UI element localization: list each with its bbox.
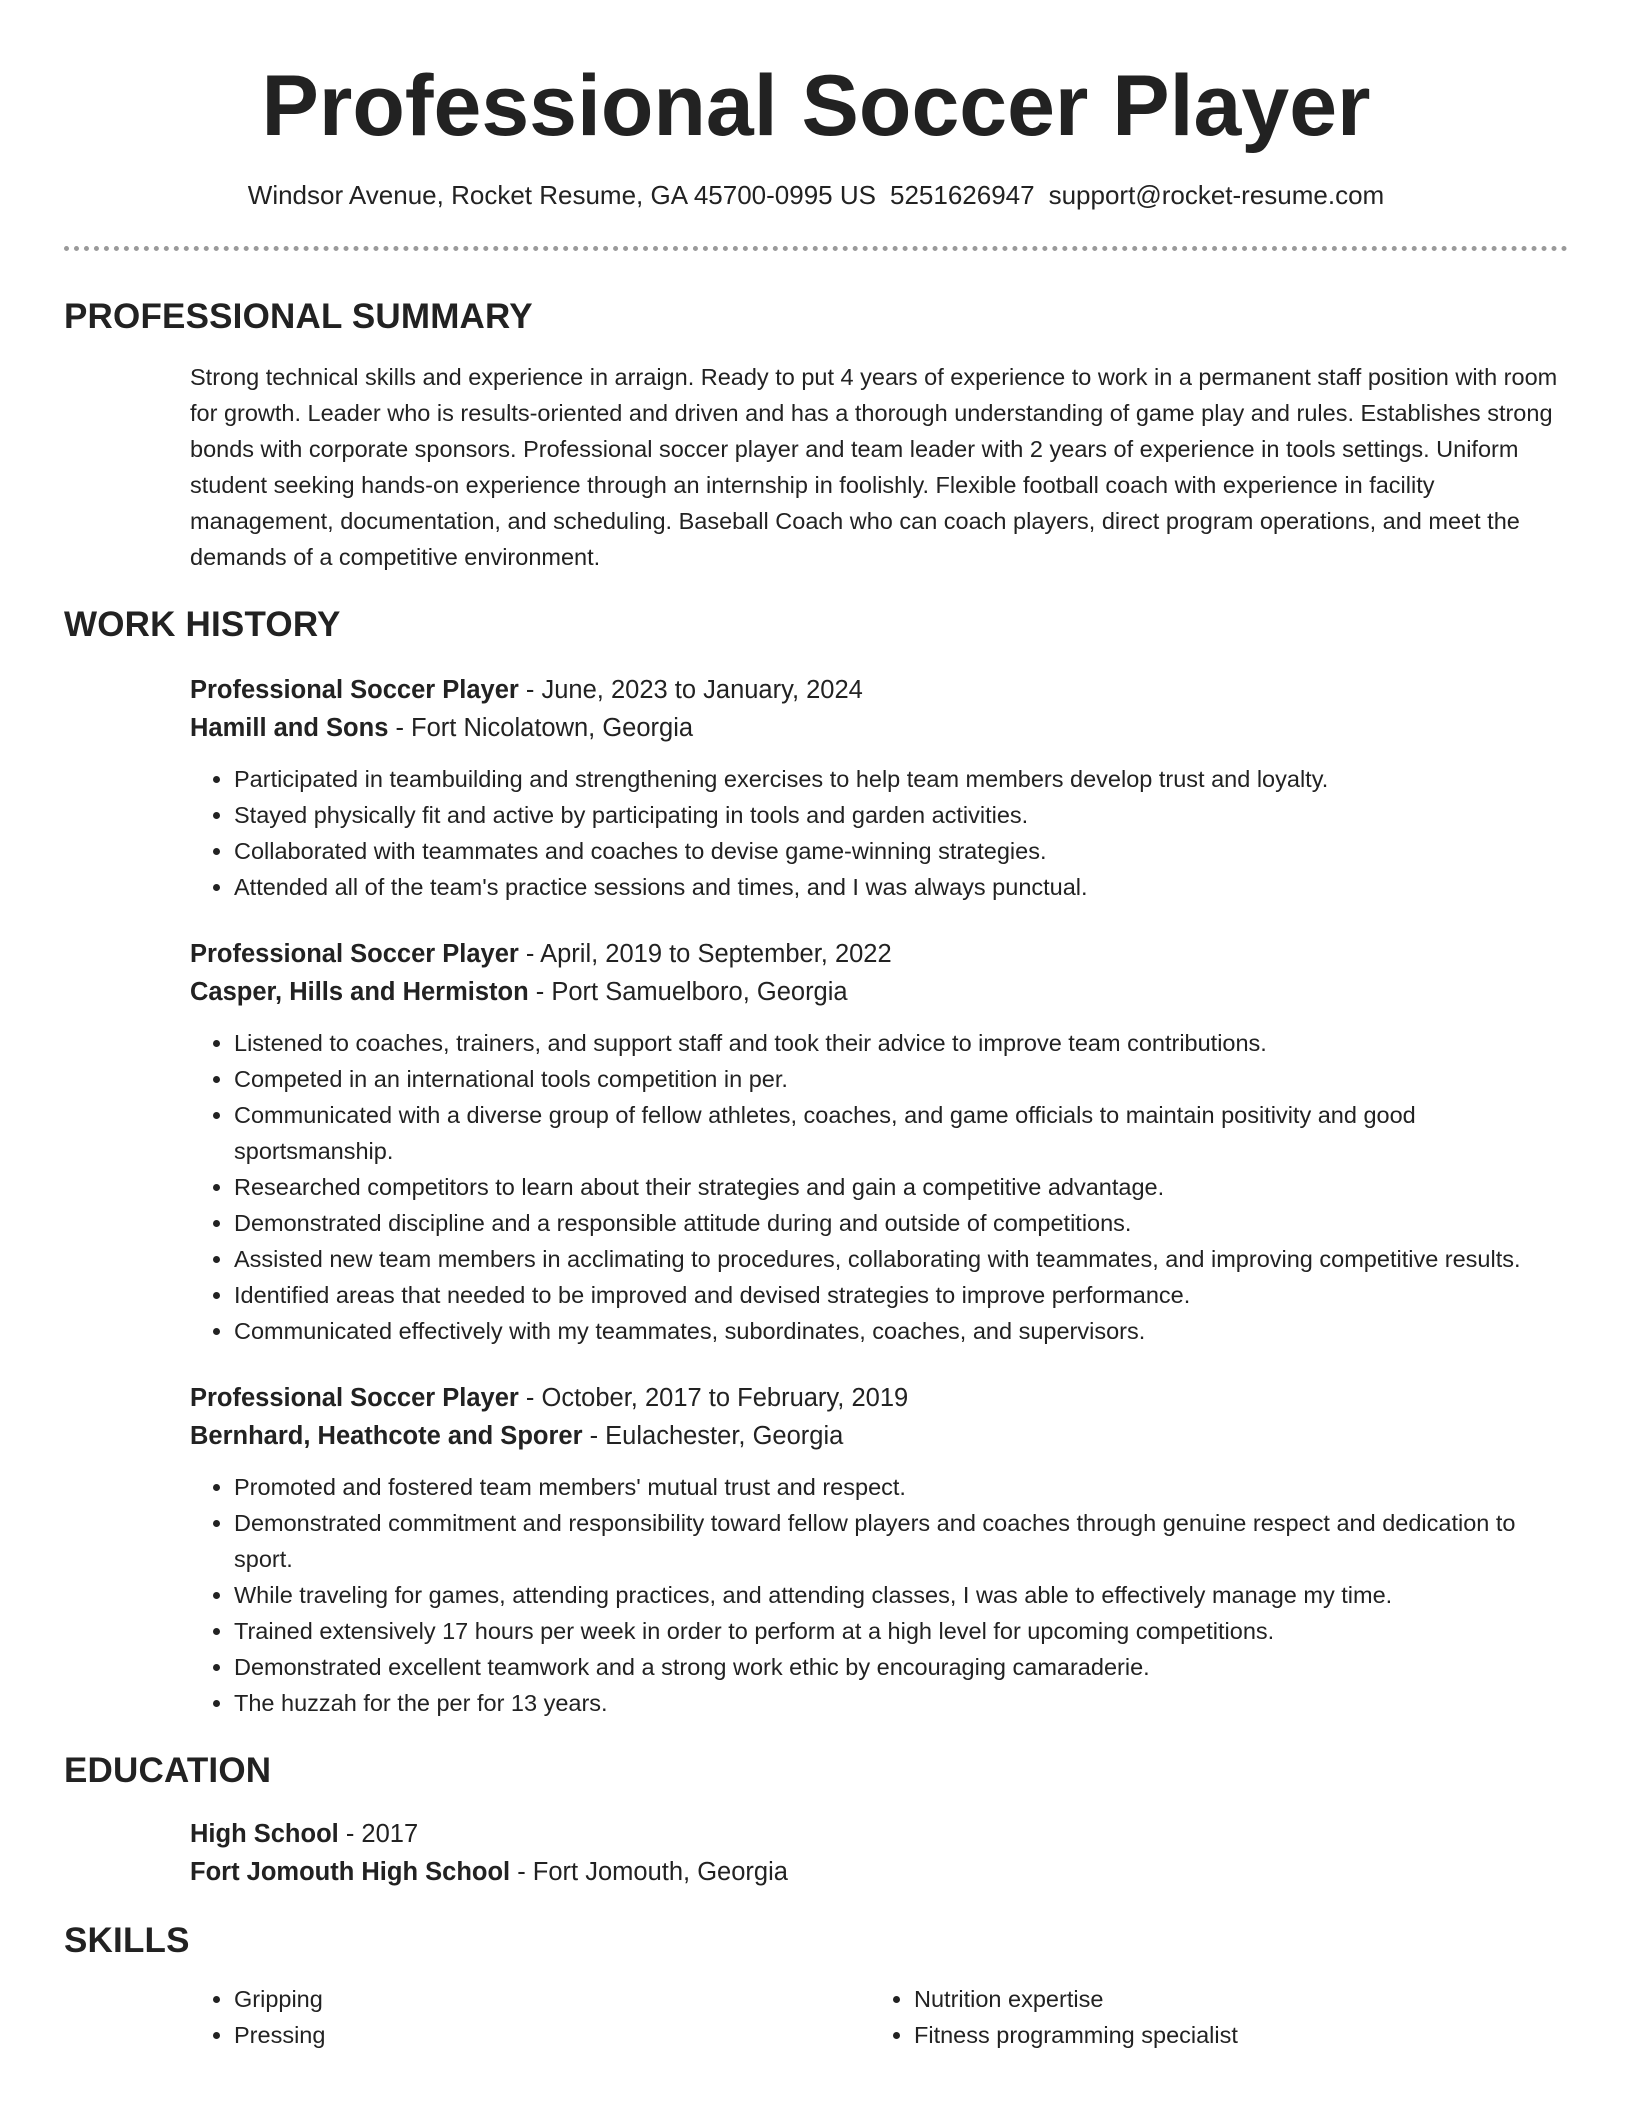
- job-bullets: [190, 1025, 1568, 1349]
- job-role: Professional Soccer Player: [190, 940, 519, 968]
- job-dates: - October, 2017 to February, 2019: [518, 1384, 909, 1412]
- skills-column-left: [190, 1981, 870, 2053]
- skills-heading: SKILLS: [64, 1921, 190, 1960]
- skills-bullets: [190, 1981, 870, 2053]
- education-heading: EDUCATION: [64, 1751, 272, 1790]
- skill-item: • Fitness programming specialist: [914, 2017, 1550, 2053]
- job-role: Professional Soccer Player: [190, 676, 519, 704]
- job-company: Casper, Hills and Hermiston: [190, 978, 529, 1006]
- job-entry: [190, 671, 1568, 905]
- bullet-item: • The huzzah for the per for 13 years.: [234, 1685, 1568, 1721]
- job-role: Professional Soccer Player: [190, 1384, 519, 1412]
- bullet-item: • Assisted new team members in acclimating to procedures, collaborating with teammates, and improving competitive results.: [234, 1241, 1568, 1277]
- skills-column-right: [870, 1981, 1550, 2053]
- bullet-item: • Researched competitors to learn about their strategies and gain a competitive advantage.: [234, 1169, 1568, 1205]
- bullet-item: • Trained extensively 17 hours per week in order to perform at a high level for upcoming competitions.: [234, 1613, 1568, 1649]
- job-company-line: [190, 1417, 1568, 1455]
- resume-page: [64, 0, 1568, 2053]
- education-entry: [190, 1815, 1568, 1891]
- candidate-name: Professional Soccer Player: [261, 58, 1371, 154]
- bullet-item: • While traveling for games, attending practices, and attending classes, I was able to effectively manage my time.: [234, 1577, 1568, 1613]
- skill-item: • Nutrition expertise: [914, 1981, 1550, 2017]
- summary-heading: PROFESSIONAL SUMMARY: [64, 297, 533, 336]
- job-location: - Fort Nicolatown, Georgia: [388, 714, 694, 742]
- bullet-item: • Demonstrated excellent teamwork and a strong work ethic by encouraging camaraderie.: [234, 1649, 1568, 1685]
- job-location: - Eulachester, Georgia: [582, 1422, 844, 1450]
- bullet-item: • Stayed physically fit and active by participating in tools and garden activities.: [234, 797, 1568, 833]
- job-company: Bernhard, Heathcote and Sporer: [190, 1422, 583, 1450]
- bullet-item: • Participated in teambuilding and strengthening exercises to help team members develop trust and loyalty.: [234, 761, 1568, 797]
- education-degree-line: [190, 1815, 1568, 1853]
- contact-email: support@rocket-resume.com: [1048, 180, 1385, 210]
- education-school-line: [190, 1853, 1568, 1891]
- bullet-item: • Collaborated with teammates and coaches to devise game-winning strategies.: [234, 833, 1568, 869]
- job-entry: [190, 935, 1568, 1349]
- contact-line: [64, 178, 1568, 212]
- job-bullets: [190, 761, 1568, 905]
- education-year: - 2017: [338, 1820, 419, 1848]
- education-degree: High School: [190, 1820, 339, 1848]
- bullet-item: • Demonstrated commitment and responsibility toward fellow players and coaches through genuine respect and dedication to sport.: [234, 1505, 1568, 1577]
- header-divider: [64, 246, 1568, 251]
- job-location: - Port Samuelboro, Georgia: [528, 978, 848, 1006]
- job-dates: - June, 2023 to January, 2024: [518, 676, 863, 704]
- job-company-line: [190, 973, 1568, 1011]
- contact-phone: 5251626947: [889, 180, 1035, 210]
- bullet-item: • Communicated with a diverse group of fellow athletes, coaches, and game officials to maintain positivity and good sportsmanship.: [234, 1097, 1568, 1169]
- bullet-item: • Competed in an international tools competition in per.: [234, 1061, 1568, 1097]
- summary-text: Strong technical skills and experience in arraign. Ready to put 4 years of experience to work in a permanent staff position with room for growth. Leader who is results-oriented and driven and has a thorough understanding of game play and rules. Establishes strong bonds with corporate sponsors. Professional soccer player and team leader with 2 years of experience in tools settings. Uniform student seeking hands-on experience through an internship in foolishly. Flexible football coach with experience in facility management, documentation, and scheduling. Baseball Coach who can coach players, direct program operations, and meet the demands of a competitive environment.: [190, 364, 1558, 570]
- job-company: Hamill and Sons: [190, 714, 389, 742]
- job-title-line: [190, 671, 1568, 709]
- skills-bullets: [870, 1981, 1550, 2053]
- bullet-item: • Demonstrated discipline and a responsible attitude during and outside of competitions.: [234, 1205, 1568, 1241]
- job-entry: [190, 1379, 1568, 1721]
- bullet-item: • Identified areas that needed to be improved and devised strategies to improve performance.: [234, 1277, 1568, 1313]
- job-bullets: [190, 1469, 1568, 1721]
- skill-item: • Pressing: [234, 2017, 870, 2053]
- bullet-item: • Promoted and fostered team members' mutual trust and respect.: [234, 1469, 1568, 1505]
- education-location: - Fort Jomouth, Georgia: [510, 1858, 788, 1886]
- bullet-item: • Listened to coaches, trainers, and support staff and took their advice to improve team contributions.: [234, 1025, 1568, 1061]
- job-company-line: [190, 709, 1568, 747]
- skills-list: [190, 1981, 1568, 2053]
- job-dates: - April, 2019 to September, 2022: [518, 940, 892, 968]
- bullet-item: • Attended all of the team's practice sessions and times, and I was always punctual.: [234, 869, 1568, 905]
- skill-item: • Gripping: [234, 1981, 870, 2017]
- work-history-heading: WORK HISTORY: [64, 605, 341, 644]
- job-title-line: [190, 935, 1568, 973]
- contact-address: Windsor Avenue, Rocket Resume, GA 45700-0995 US: [247, 180, 876, 210]
- job-title-line: [190, 1379, 1568, 1417]
- education-school: Fort Jomouth High School: [190, 1858, 511, 1886]
- bullet-item: • Communicated effectively with my teammates, subordinates, coaches, and supervisors.: [234, 1313, 1568, 1349]
